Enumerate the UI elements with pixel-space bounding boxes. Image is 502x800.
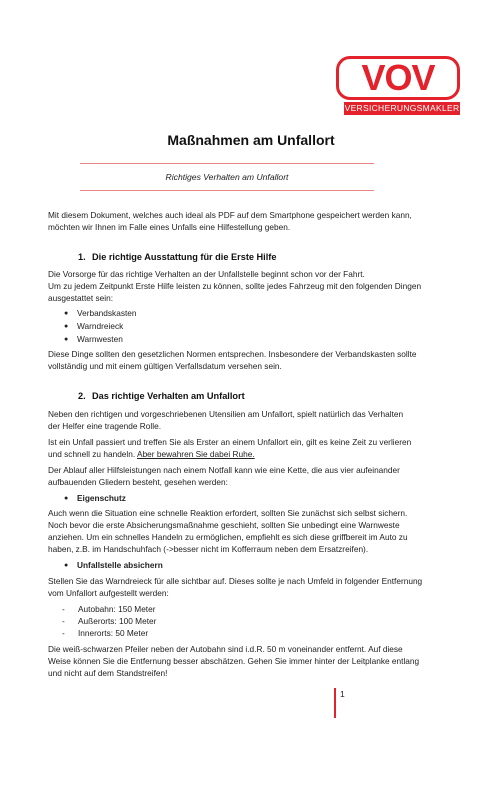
intro-line: Mit diesem Dokument, welches auch ideal als PDF auf dem Smartphone gespeichert werden kann, <box>48 210 412 220</box>
list-item-text: Warndreieck <box>77 321 124 331</box>
subsection-absichern <box>64 559 163 572</box>
page-number-bar <box>334 688 336 718</box>
paragraph-line: Der Ablauf aller Hilfsleistungen nach einem Notfall kann wie eine Kette, die aus vier aufeinander <box>48 465 400 475</box>
document-title: Maßnahmen am Unfallort <box>167 132 335 148</box>
vov-logo <box>336 56 462 118</box>
subsection-label: Eigenschutz <box>77 493 126 503</box>
subtitle-rule-bottom <box>80 190 374 191</box>
paragraph-line: der Helfer eine tragende Rolle. <box>48 421 161 431</box>
distance-item <box>62 627 148 639</box>
bullet-icon: ● <box>64 562 69 569</box>
subtitle-rule-top <box>80 163 374 164</box>
list-item <box>64 320 123 333</box>
logo-subtitle: VERSICHERUNGSMAKLER <box>344 103 460 113</box>
paragraph-line: Die Vorsorge für das richtige Verhalten an der Unfallstelle beginnt schon vor der Fahrt. <box>48 269 365 279</box>
paragraph-line: Noch bevor die erste Absicherungsmaßnahme geschieht, sollten Sie unbedingt eine Warnweste <box>48 520 400 530</box>
logo-word: VOV <box>361 57 435 98</box>
section-title: Die richtige Ausstattung für die Erste Hilfe <box>92 252 277 262</box>
section-number: 1. <box>78 252 86 262</box>
paragraph-line: Diese Dinge sollten den gesetzlichen Normen entsprechen. Insbesondere der Verbandskasten sollte <box>48 349 417 359</box>
paragraph-line: vom Unfallort aufgestellt werden: <box>48 588 169 598</box>
section-1-heading <box>78 252 276 262</box>
paragraph-line: Neben den richtigen und vorgeschriebenen Utensilien am Unfallort, spielt natürlich das Verhalten <box>48 409 404 419</box>
page-number: 1 <box>340 689 345 699</box>
bullet-icon: ● <box>64 336 69 343</box>
underlined-text: Aber bewahren Sie dabei Ruhe. <box>137 449 255 459</box>
list-item <box>64 333 123 346</box>
paragraph-line <box>48 448 460 460</box>
distance-text: Innerorts: 50 Meter <box>78 628 149 638</box>
bullet-icon: ● <box>64 323 69 330</box>
dash-icon: - <box>62 616 65 626</box>
paragraph-line: Auch wenn die Situation eine schnelle Reaktion erfordert, sollten Sie zunächst sich selbst sichern. <box>48 508 408 518</box>
subsection-label: Unfallstelle absichern <box>77 560 163 570</box>
paragraph-line: haben, z.B. im Handschuhfach (->besser nicht im Kofferraum neben dem Ersatzreifen). <box>48 544 369 554</box>
section-number: 2. <box>78 391 86 401</box>
distance-item <box>62 615 156 627</box>
paragraph-line: Die weiß-schwarzen Pfeiler neben der Autobahn sind i.d.R. 50 m voneinander entfernt. Auf diese <box>48 644 403 654</box>
distance-item <box>62 603 156 615</box>
list-item-text: Warnwesten <box>77 334 123 344</box>
paragraph-line: vollständig und mit einem gültigen Verfallsdatum versehen sein. <box>48 361 282 371</box>
paragraph-line: ausgestattet sein: <box>48 293 114 303</box>
paragraph-line: und nicht auf dem Standstreifen! <box>48 668 168 678</box>
list-item-text: Verbandskasten <box>77 308 137 318</box>
paragraph-line: Weise können Sie die Entfernung besser abschätzen. Gehen Sie immer hinter der Leitplanke entlang <box>48 656 420 666</box>
bullet-icon: ● <box>64 495 69 502</box>
paragraph-line: Ist ein Unfall passiert und treffen Sie als Erster an einem Unfallort ein, gilt es keine Zeit zu verlieren <box>48 437 412 447</box>
section-2-heading <box>78 391 245 401</box>
intro-line: möchten wir Ihnen im Falle eines Unfalls eine Hilfestellung geben. <box>48 222 291 232</box>
document-subtitle: Richtiges Verhalten am Unfallort <box>165 172 289 182</box>
paragraph-line: Um zu jedem Zeitpunkt Erste Hilfe leisten zu können, sollte jedes Fahrzeug mit den folgenden Dingen <box>48 281 422 291</box>
distance-text: Außerorts: 100 Meter <box>78 616 157 626</box>
paragraph-line: Stellen Sie das Warndreieck für alle sichtbar auf. Dieses sollte je nach Umfeld in folgender Entfernung <box>48 576 423 586</box>
list-item <box>64 307 137 320</box>
dash-icon: - <box>62 604 65 614</box>
dash-icon: - <box>62 628 65 638</box>
paragraph-line: aufbauenden Gliedern besteht, gesehen werden: <box>48 477 228 487</box>
bullet-icon: ● <box>64 310 69 317</box>
paragraph-text: und schnell zu handeln. <box>48 449 138 459</box>
distance-text: Autobahn: 150 Meter <box>78 604 156 614</box>
section-title: Das richtige Verhalten am Unfallort <box>92 391 245 401</box>
paragraph-line: anziehen. Um ein schnelles Handeln zu ermöglichen, empfiehlt es sich diese griffbereit im Auto zu <box>48 532 408 542</box>
subsection-eigenschutz <box>64 492 126 505</box>
